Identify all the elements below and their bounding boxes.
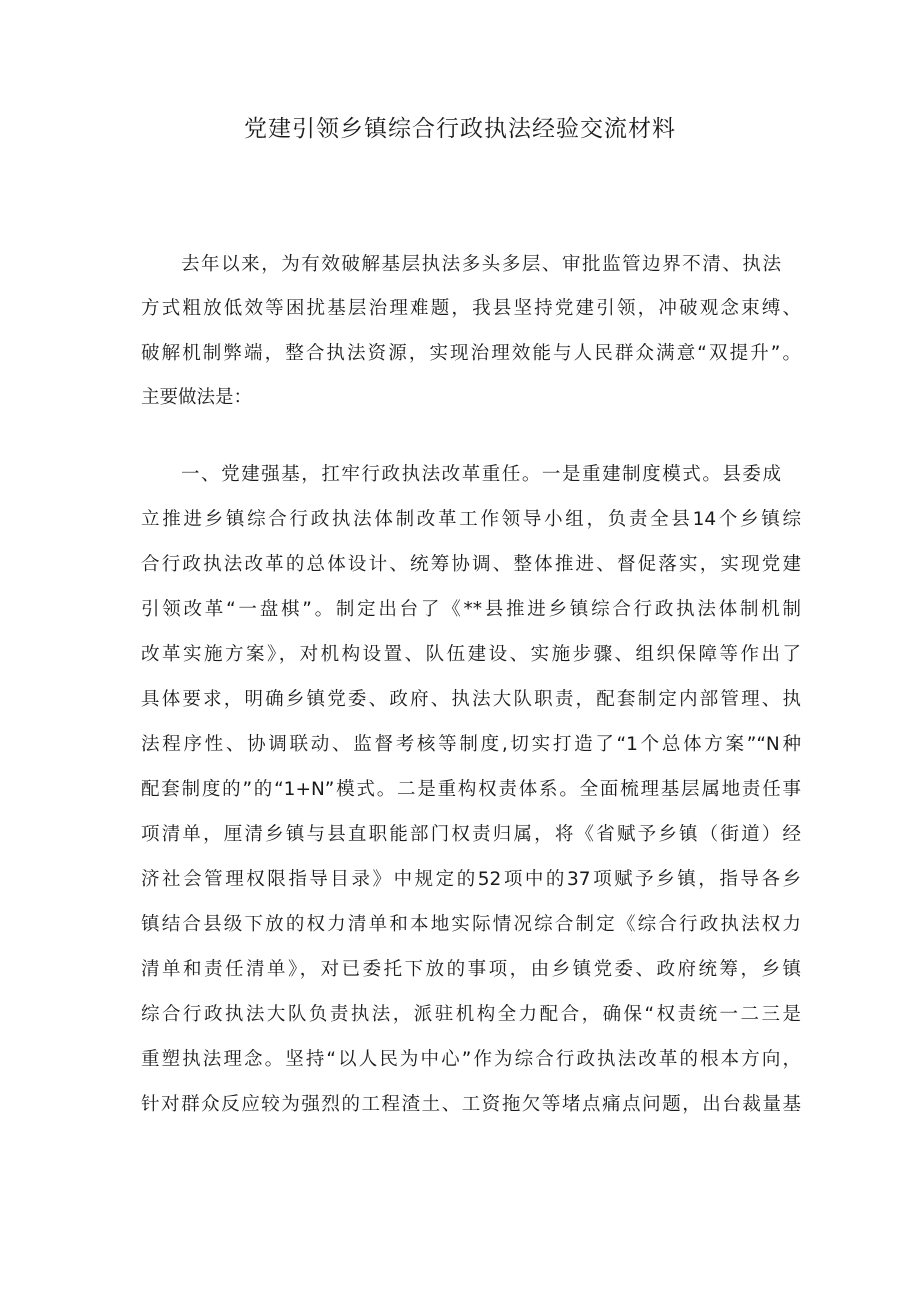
paragraph-line: 镇结合县级下放的权力清单和本地实际情况综合制定《综合行政执法权力 xyxy=(141,914,801,935)
document-title: 党建引领乡镇综合行政执法经验交流材料 xyxy=(244,116,676,142)
paragraph-line: 综合行政执法大队负责执法，派驻机构全力配合，确保“权责统一二三是 xyxy=(141,1004,801,1025)
paragraph-line: 项清单，厘清乡镇与县直职能部门权责归属，将《省赋予乡镇（街道）经 xyxy=(141,824,801,845)
paragraph-line: 主要做法是： xyxy=(141,387,253,408)
paragraph-line: 针对群众反应较为强烈的工程渣土、工资拖欠等堵点痛点问题，出台裁量基 xyxy=(141,1094,801,1115)
paragraph-line: 一、党建强基，扛牢行政执法改革重任。一是重建制度模式。县委成 xyxy=(181,464,781,485)
paragraph-line: 法程序性、协调联动、监督考核等制度,切实打造了“1个总体方案”“N种 xyxy=(141,734,801,755)
paragraph-line: 济社会管理权限指导目录》中规定的52项中的37项赋予乡镇，指导各乡 xyxy=(141,869,801,890)
paragraph-line: 去年以来，为有效破解基层执法多头多层、审批监管边界不清、执法 xyxy=(181,254,781,275)
paragraph-line: 重塑执法理念。坚持“以人民为中心”作为综合行政执法改革的根本方向， xyxy=(141,1049,801,1070)
paragraph-line: 引领改革“一盘棋”。制定出台了《**县推进乡镇综合行政执法体制机制 xyxy=(141,599,801,620)
paragraph-line: 改革实施方案》，对机构设置、队伍建设、实施步骤、组织保障等作出了 xyxy=(141,644,801,665)
paragraph-line: 立推进乡镇综合行政执法体制改革工作领导小组，负责全县14个乡镇综 xyxy=(141,509,801,530)
paragraph-line: 方式粗放低效等困扰基层治理难题，我县坚持党建引领，冲破观念束缚、 xyxy=(141,298,801,319)
paragraph-line: 配套制度的”的“1+N”模式。二是重构权责体系。全面梳理基层属地责任事 xyxy=(141,779,801,800)
paragraph-line: 破解机制弊端，整合执法资源，实现治理效能与人民群众满意“双提升”。 xyxy=(141,343,801,364)
paragraph-line: 具体要求，明确乡镇党委、政府、执法大队职责，配套制定内部管理、执 xyxy=(141,689,801,710)
paragraph-line: 合行政执法改革的总体设计、统筹协调、整体推进、督促落实，实现党建 xyxy=(141,554,801,575)
paragraph-line: 清单和责任清单》，对已委托下放的事项，由乡镇党委、政府统筹，乡镇 xyxy=(141,959,801,980)
